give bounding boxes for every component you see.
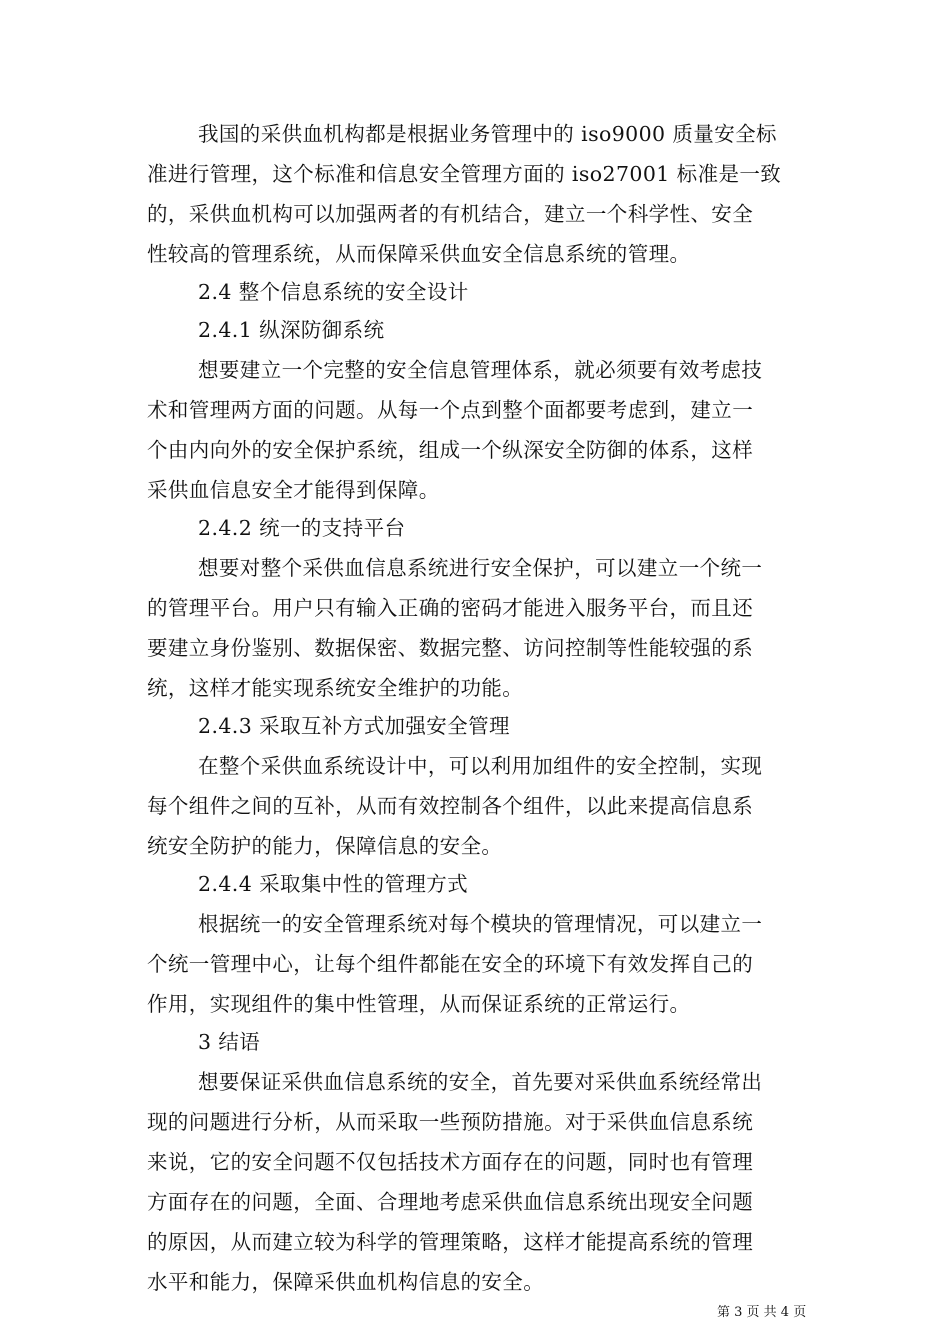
paragraph-line: 的管理平台。用户只有输入正确的密码才能进入服务平台，而且还 [147,596,754,620]
paragraph-line: 在整个采供血系统设计中，可以利用加组件的安全控制，实现 [198,754,763,778]
paragraph-line: 作用，实现组件的集中性管理，从而保证系统的正常运行。 [147,992,691,1016]
paragraph-line: 采供血信息安全才能得到保障。 [147,478,440,502]
paragraph-line: 根据统一的安全管理系统对每个模块的管理情况，可以建立一 [198,912,763,936]
section-heading: 3 结语 [198,1030,261,1054]
paragraph-line: 要建立身份鉴别、数据保密、数据完整、访问控制等性能较强的系 [147,636,754,660]
paragraph-line: 准进行管理，这个标准和信息安全管理方面的 iso27001 标准是一致 [147,162,782,186]
paragraph-line: 现的问题进行分析，从而采取一些预防措施。对于采供血信息系统 [147,1110,754,1134]
paragraph-line: 个统一管理中心，让每个组件都能在安全的环境下有效发挥自己的 [147,952,754,976]
paragraph-line: 统安全防护的能力，保障信息的安全。 [147,834,503,858]
paragraph-line: 水平和能力，保障采供血机构信息的安全。 [147,1270,545,1294]
paragraph-line: 每个组件之间的互补，从而有效控制各个组件，以此来提高信息系 [147,794,754,818]
paragraph-line: 来说，它的安全问题不仅包括技术方面存在的问题，同时也有管理 [147,1150,754,1174]
subsection-heading: 2.4.4 采取集中性的管理方式 [198,872,469,896]
paragraph-line: 我国的采供血机构都是根据业务管理中的 iso9000 质量安全标 [198,122,777,146]
paragraph-line: 想要对整个采供血信息系统进行安全保护，可以建立一个统一 [198,556,763,580]
subsection-heading: 2.4.2 统一的支持平台 [198,516,406,540]
section-heading: 2.4 整个信息系统的安全设计 [198,280,469,304]
paragraph-line: 想要保证采供血信息系统的安全，首先要对采供血系统经常出 [198,1070,763,1094]
paragraph-line: 统，这样才能实现系统安全维护的功能。 [147,676,524,700]
subsection-heading: 2.4.3 采取互补方式加强安全管理 [198,714,510,738]
paragraph-line: 方面存在的问题，全面、合理地考虑采供血信息系统出现安全问题 [147,1190,754,1214]
paragraph-line: 个由内向外的安全保护系统，组成一个纵深安全防御的体系，这样 [147,438,754,462]
paragraph-line: 术和管理两方面的问题。从每一个点到整个面都要考虑到，建立一 [147,398,754,422]
paragraph-line: 性较高的管理系统，从而保障采供血安全信息系统的管理。 [147,242,691,266]
paragraph-line: 的，采供血机构可以加强两者的有机结合，建立一个科学性、安全 [147,202,754,226]
page-number: 第 3 页 共 4 页 [717,1305,807,1320]
paragraph-line: 的原因，从而建立较为科学的管理策略，这样才能提高系统的管理 [147,1230,754,1254]
subsection-heading: 2.4.1 纵深防御系统 [198,318,385,342]
paragraph-line: 想要建立一个完整的安全信息管理体系，就必须要有效考虑技 [198,358,763,382]
